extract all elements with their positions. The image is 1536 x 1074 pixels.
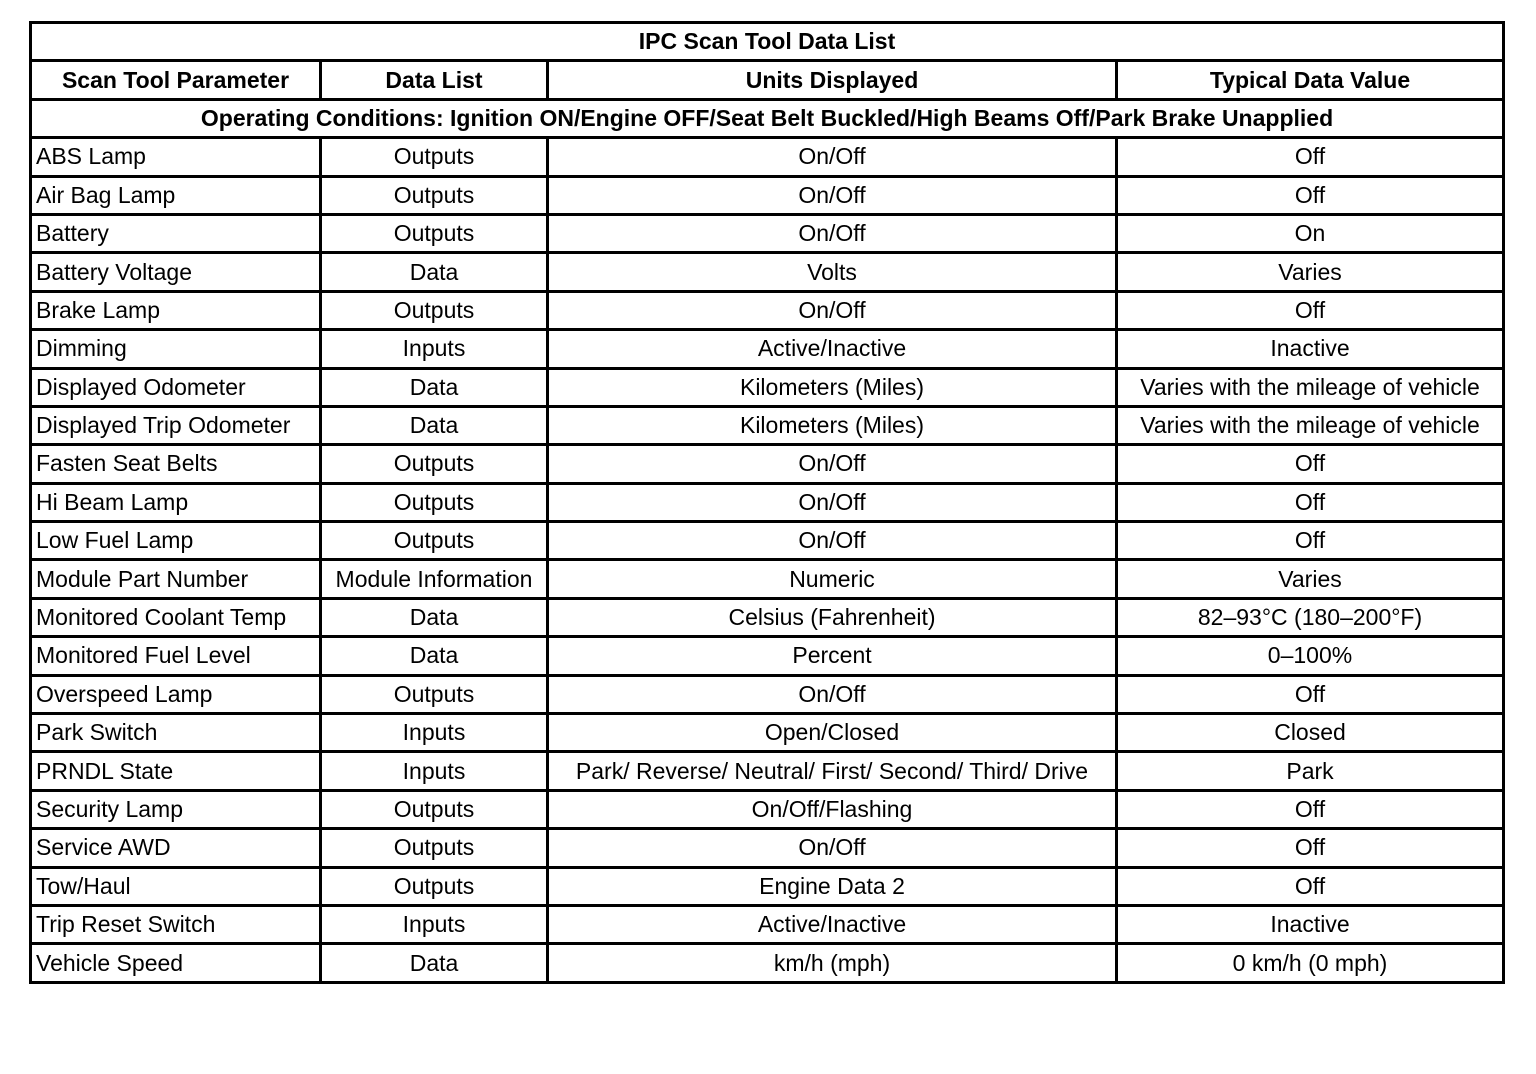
typical-value-cell: Off — [1117, 829, 1504, 867]
typical-value-cell: Inactive — [1117, 905, 1504, 943]
parameter-cell: Overspeed Lamp — [31, 675, 321, 713]
parameter-cell: Battery Voltage — [31, 253, 321, 291]
typical-value-cell: 82–93°C (180–200°F) — [1117, 598, 1504, 636]
data-list-cell: Outputs — [321, 829, 548, 867]
typical-value-cell: 0–100% — [1117, 637, 1504, 675]
parameter-cell: Displayed Odometer — [31, 368, 321, 406]
data-list-cell: Outputs — [321, 522, 548, 560]
parameter-cell: Park Switch — [31, 714, 321, 752]
units-cell: On/Off — [548, 176, 1117, 214]
parameter-cell: Security Lamp — [31, 790, 321, 828]
condition-row — [31, 99, 1504, 137]
units-cell: Kilometers (Miles) — [548, 368, 1117, 406]
typical-value-cell: Inactive — [1117, 330, 1504, 368]
data-list-cell: Outputs — [321, 675, 548, 713]
units-cell: Engine Data 2 — [548, 867, 1117, 905]
table-row — [31, 560, 1504, 598]
typical-value-cell: Varies — [1117, 253, 1504, 291]
units-cell: Active/Inactive — [548, 330, 1117, 368]
data-list-cell: Inputs — [321, 752, 548, 790]
units-cell: Active/Inactive — [548, 905, 1117, 943]
data-list-cell: Inputs — [321, 714, 548, 752]
table-row — [31, 291, 1504, 329]
parameter-cell: Battery — [31, 214, 321, 252]
header-typical-data-value: Typical Data Value — [1117, 61, 1504, 99]
typical-value-cell: Closed — [1117, 714, 1504, 752]
table-row — [31, 483, 1504, 521]
data-list-cell: Outputs — [321, 867, 548, 905]
data-list-cell: Outputs — [321, 214, 548, 252]
typical-value-cell: Off — [1117, 138, 1504, 176]
units-cell: Kilometers (Miles) — [548, 406, 1117, 444]
units-cell: km/h (mph) — [548, 944, 1117, 982]
data-list-cell: Outputs — [321, 138, 548, 176]
typical-value-cell: Off — [1117, 176, 1504, 214]
parameter-cell: Displayed Trip Odometer — [31, 406, 321, 444]
table-body — [31, 138, 1504, 983]
table-row — [31, 790, 1504, 828]
header-row — [31, 61, 1504, 99]
table-row — [31, 330, 1504, 368]
table-row — [31, 176, 1504, 214]
data-list-cell: Inputs — [321, 330, 548, 368]
data-list-cell: Outputs — [321, 790, 548, 828]
data-list-cell: Data — [321, 598, 548, 636]
typical-value-cell: On — [1117, 214, 1504, 252]
parameter-cell: Monitored Fuel Level — [31, 637, 321, 675]
units-cell: On/Off — [548, 483, 1117, 521]
typical-value-cell: Varies with the mileage of vehicle — [1117, 406, 1504, 444]
typical-value-cell: Varies with the mileage of vehicle — [1117, 368, 1504, 406]
table-row — [31, 867, 1504, 905]
parameter-cell: Monitored Coolant Temp — [31, 598, 321, 636]
units-cell: On/Off — [548, 829, 1117, 867]
typical-value-cell: Off — [1117, 675, 1504, 713]
data-list-cell: Module Information — [321, 560, 548, 598]
table-row — [31, 368, 1504, 406]
parameter-cell: Service AWD — [31, 829, 321, 867]
data-list-cell: Data — [321, 368, 548, 406]
table-row — [31, 598, 1504, 636]
parameter-cell: Dimming — [31, 330, 321, 368]
units-cell: On/Off — [548, 445, 1117, 483]
data-list-cell: Outputs — [321, 176, 548, 214]
typical-value-cell: Off — [1117, 867, 1504, 905]
units-cell: Percent — [548, 637, 1117, 675]
parameter-cell: Vehicle Speed — [31, 944, 321, 982]
typical-value-cell: 0 km/h (0 mph) — [1117, 944, 1504, 982]
data-list-cell: Data — [321, 253, 548, 291]
units-cell: Celsius (Fahrenheit) — [548, 598, 1117, 636]
units-cell: On/Off — [548, 291, 1117, 329]
data-list-cell: Data — [321, 944, 548, 982]
data-list-cell: Outputs — [321, 483, 548, 521]
header-units-displayed: Units Displayed — [548, 61, 1117, 99]
units-cell: Park/ Reverse/ Neutral/ First/ Second/ Third/ Drive — [548, 752, 1117, 790]
units-cell: On/Off/Flashing — [548, 790, 1117, 828]
parameter-cell: Low Fuel Lamp — [31, 522, 321, 560]
parameter-cell: ABS Lamp — [31, 138, 321, 176]
parameter-cell: Air Bag Lamp — [31, 176, 321, 214]
typical-value-cell: Varies — [1117, 560, 1504, 598]
data-list-cell: Inputs — [321, 905, 548, 943]
units-cell: Volts — [548, 253, 1117, 291]
parameter-cell: Tow/Haul — [31, 867, 321, 905]
data-list-cell: Outputs — [321, 291, 548, 329]
table-title: IPC Scan Tool Data List — [31, 23, 1504, 61]
typical-value-cell: Off — [1117, 522, 1504, 560]
parameter-cell: Module Part Number — [31, 560, 321, 598]
parameter-cell: Fasten Seat Belts — [31, 445, 321, 483]
header-scan-tool-parameter: Scan Tool Parameter — [31, 61, 321, 99]
table-row — [31, 905, 1504, 943]
units-cell: On/Off — [548, 138, 1117, 176]
data-list-cell: Data — [321, 637, 548, 675]
parameter-cell: PRNDL State — [31, 752, 321, 790]
units-cell: Open/Closed — [548, 714, 1117, 752]
header-data-list: Data List — [321, 61, 548, 99]
title-row — [31, 23, 1504, 61]
table-row — [31, 752, 1504, 790]
table-row — [31, 253, 1504, 291]
table-row — [31, 829, 1504, 867]
units-cell: Numeric — [548, 560, 1117, 598]
table-row — [31, 445, 1504, 483]
typical-value-cell: Off — [1117, 483, 1504, 521]
table-row — [31, 944, 1504, 982]
data-list-cell: Outputs — [321, 445, 548, 483]
table-row — [31, 522, 1504, 560]
typical-value-cell: Off — [1117, 291, 1504, 329]
units-cell: On/Off — [548, 522, 1117, 560]
typical-value-cell: Off — [1117, 445, 1504, 483]
parameter-cell: Trip Reset Switch — [31, 905, 321, 943]
typical-value-cell: Park — [1117, 752, 1504, 790]
parameter-cell: Hi Beam Lamp — [31, 483, 321, 521]
table-row — [31, 714, 1504, 752]
operating-conditions: Operating Conditions: Ignition ON/Engine OFF/Seat Belt Buckled/High Beams Off/Park Brake Unapplied — [31, 99, 1504, 137]
units-cell: On/Off — [548, 675, 1117, 713]
table-row — [31, 406, 1504, 444]
data-list-cell: Data — [321, 406, 548, 444]
table-row — [31, 214, 1504, 252]
table-row — [31, 637, 1504, 675]
table-row — [31, 675, 1504, 713]
typical-value-cell: Off — [1117, 790, 1504, 828]
parameter-cell: Brake Lamp — [31, 291, 321, 329]
units-cell: On/Off — [548, 214, 1117, 252]
scan-tool-data-table — [29, 21, 1505, 984]
table-row — [31, 138, 1504, 176]
